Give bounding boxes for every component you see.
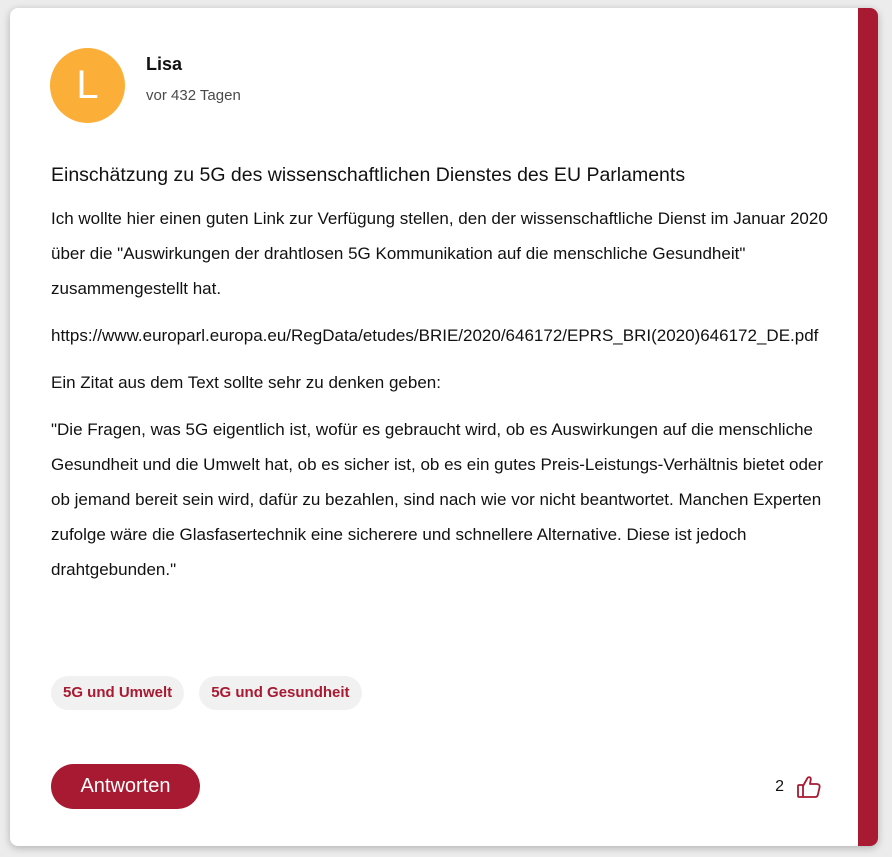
- comment-paragraph-quote: "Die Fragen, was 5G eigentlich ist, wofür es gebraucht wird, ob es Auswirkungen auf die menschliche Gesundheit und die Umwelt hat, ob es sicher ist, ob es ein gutes Preis-Leistungs-Verhältnis bietet oder ob jemand bereit sein wird, dafür zu bezahlen, sind nach wie vor nicht beantwortet. Manchen Experten zufolge wäre die Glasfasertechnik eine sicherere und schnellere Alternative. Diese ist jedoch drahtgebunden.": [51, 420, 824, 579]
- comment-link[interactable]: https://www.europarl.europa.eu/RegData/etudes/BRIE/2020/646172/EPRS_BRI(2020)646172_DE.pdf: [51, 326, 819, 345]
- comment-card: [10, 8, 878, 846]
- tag-5g-umwelt[interactable]: 5G und Umwelt: [51, 676, 184, 710]
- comment-title: Einschätzung zu 5G des wissenschaftlichen Dienstes des EU Parlaments: [51, 164, 686, 186]
- comment-body: [51, 201, 833, 599]
- comment-age: vor 432 Tagen: [146, 87, 241, 104]
- thumbs-up-icon[interactable]: [796, 774, 822, 800]
- like-count: 2: [775, 778, 784, 795]
- tag-5g-gesundheit[interactable]: 5G und Gesundheit: [199, 676, 361, 710]
- reply-button[interactable]: Antworten: [51, 764, 200, 809]
- avatar: L: [50, 48, 125, 123]
- comment-paragraph-intro: Ich wollte hier einen guten Link zur Verfügung stellen, den der wissenschaftliche Dienst im Januar 2020 über die "Auswirkungen der drahtlosen 5G Kommunikation auf die menschliche Gesundheit" zusammengestellt hat.: [51, 209, 828, 298]
- comment-paragraph-quote-intro: Ein Zitat aus dem Text sollte sehr zu denken geben:: [51, 373, 441, 392]
- author-name: Lisa: [146, 54, 183, 74]
- like-area: [775, 774, 822, 800]
- tag-list: [51, 676, 362, 710]
